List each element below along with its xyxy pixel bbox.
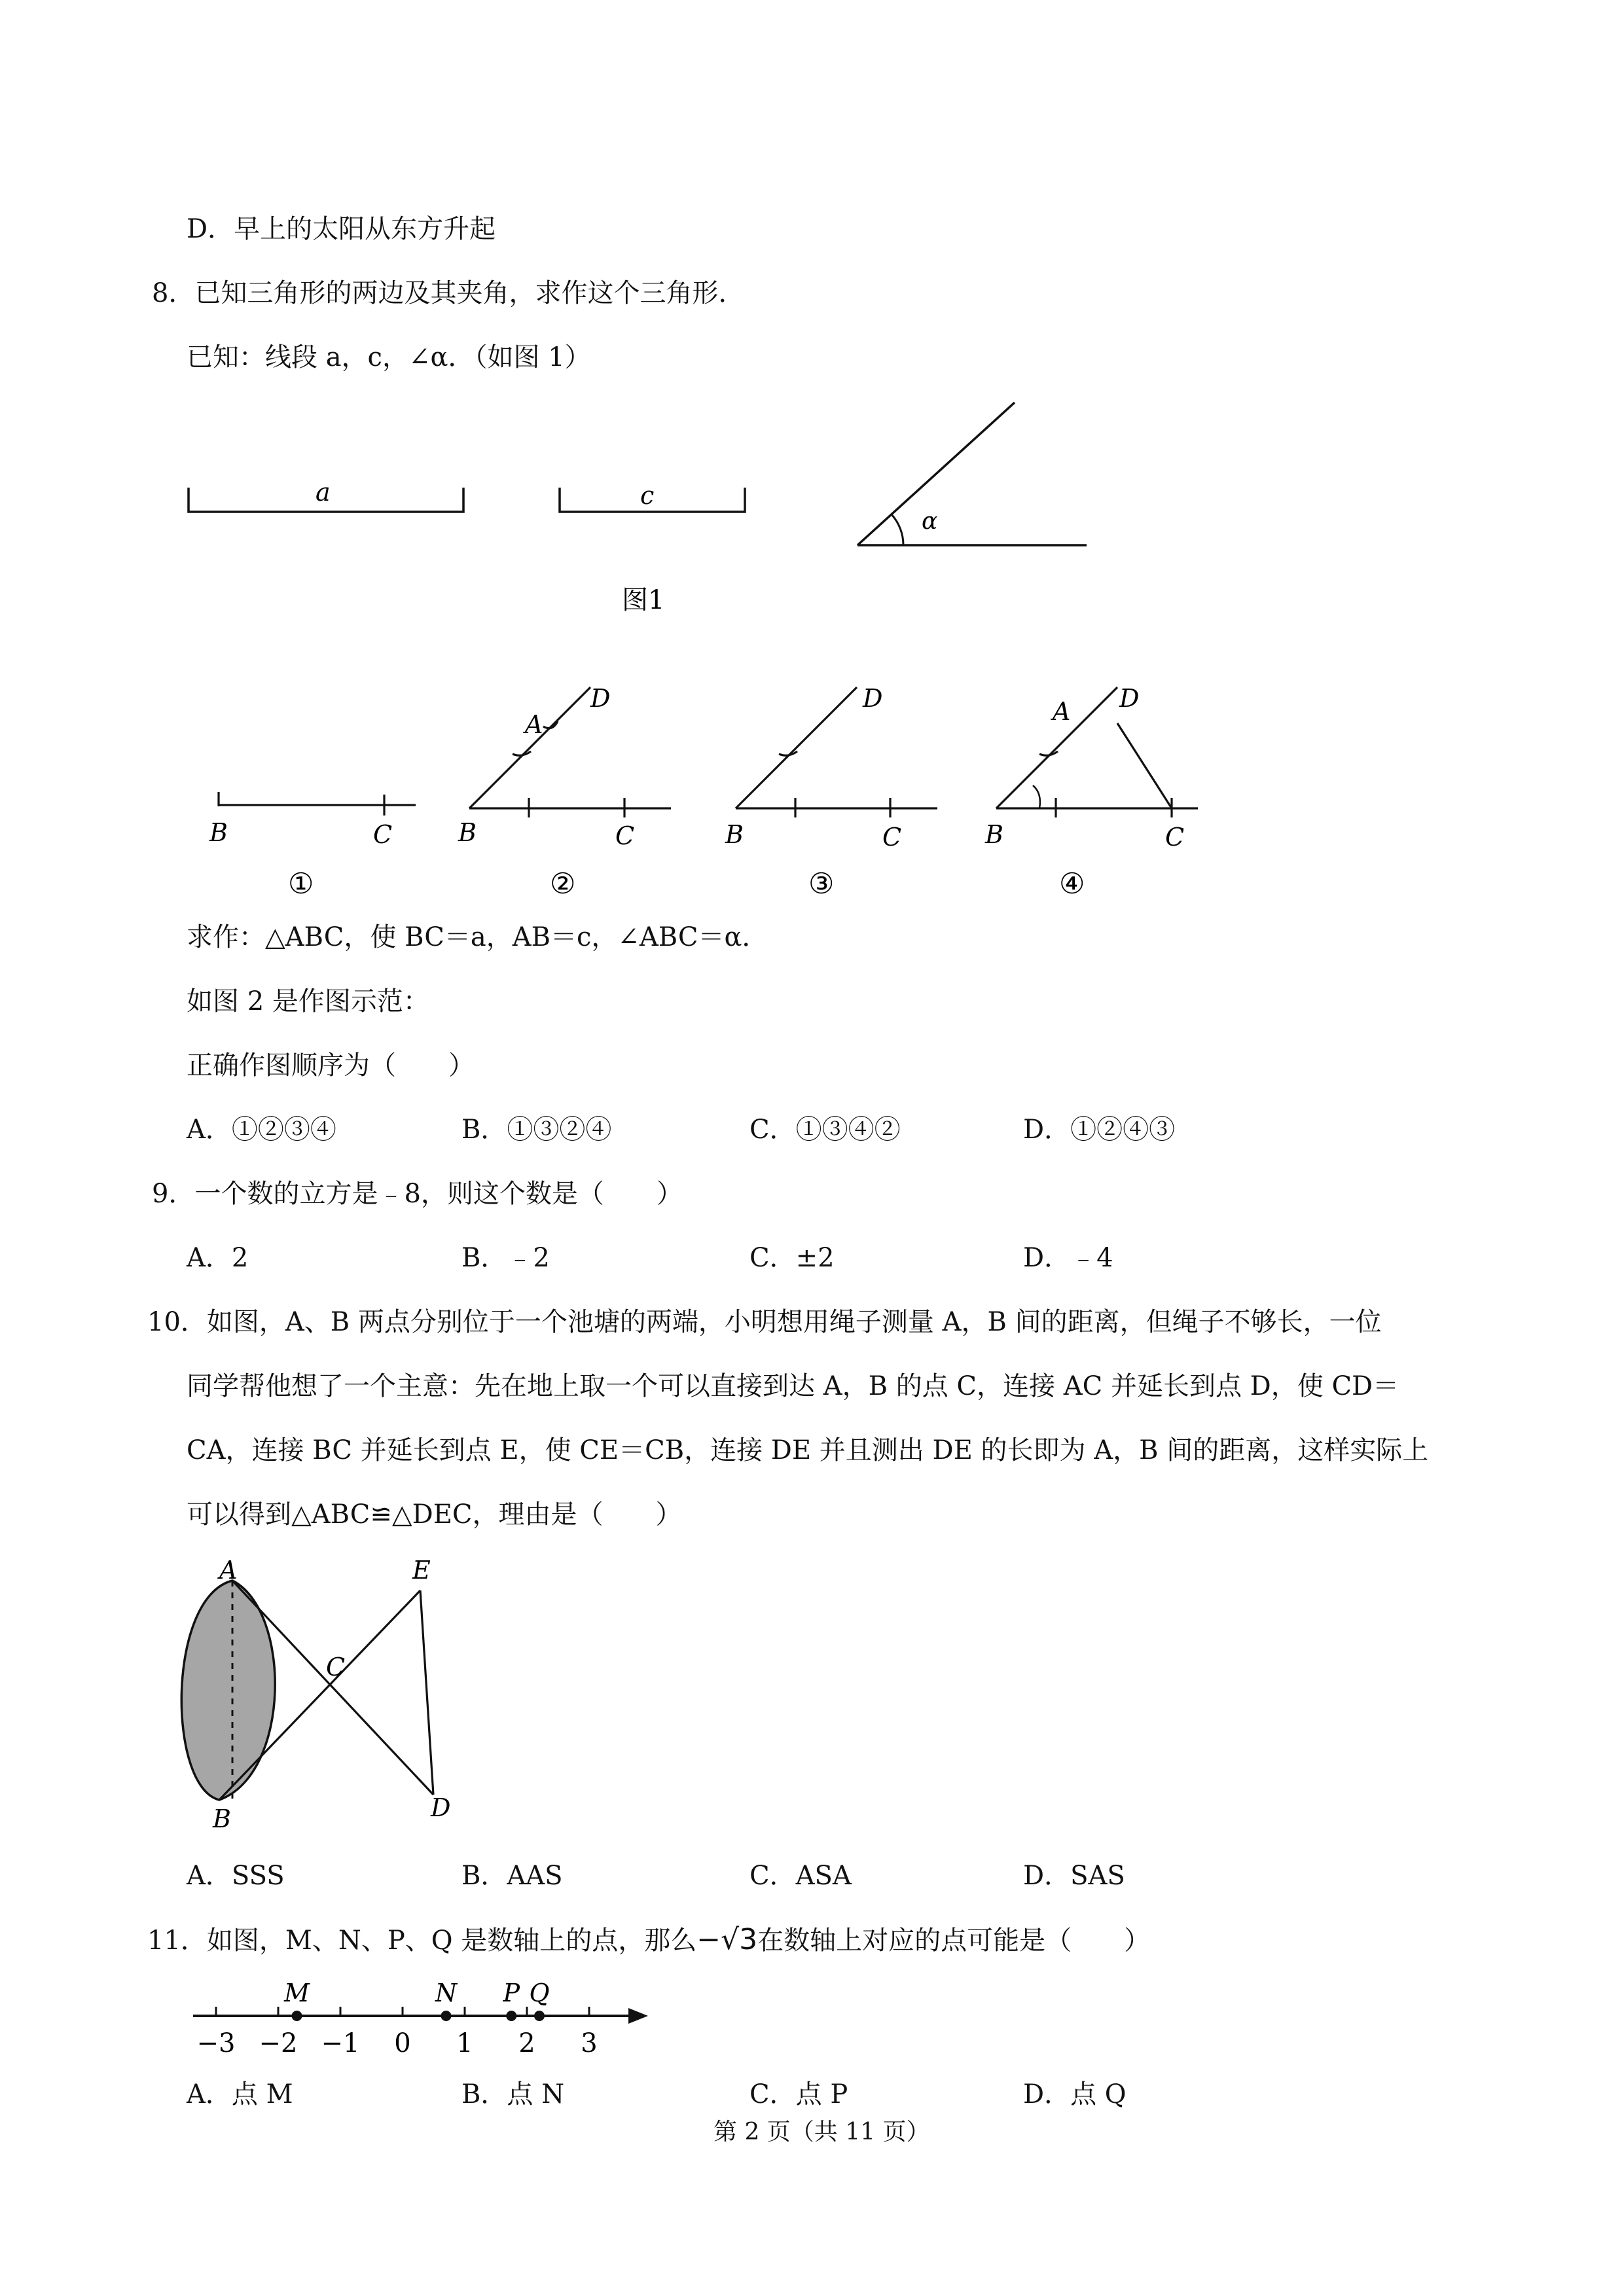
q11-option-a: A．点 M bbox=[187, 2079, 293, 2109]
q10-figure bbox=[177, 1558, 471, 1839]
q9-option-c: C．±2 bbox=[749, 1243, 835, 1273]
axis-tick-label: −1 bbox=[321, 2028, 360, 2058]
q11-stem bbox=[147, 1922, 1150, 1959]
q10-label-c: C bbox=[326, 1653, 346, 1681]
axis-arrow bbox=[628, 2008, 648, 2024]
q10-label-d: D bbox=[431, 1793, 451, 1822]
q10-label-e: E bbox=[412, 1558, 431, 1585]
q8-option-a: A．①②③④ bbox=[187, 1115, 336, 1145]
q7-option-d: D．早上的太阳从东方升起 bbox=[187, 214, 496, 244]
q8-given: 已知：线段 a，c，∠α．（如图 1） bbox=[187, 342, 591, 372]
fig2-step-4: ④ bbox=[1059, 867, 1085, 901]
point-n bbox=[441, 2011, 452, 2021]
fig2-2-label-d: D bbox=[590, 684, 611, 713]
segment-c-label: c bbox=[640, 481, 655, 510]
q9-option-a: A．2 bbox=[187, 1243, 249, 1273]
fig2-3-label-c: C bbox=[882, 823, 902, 852]
fig2-step-3: ③ bbox=[808, 867, 835, 901]
axis-tick-label: 2 bbox=[518, 2028, 535, 2058]
point-label-p: P bbox=[503, 1979, 520, 2007]
q11-option-c: C．点 P bbox=[749, 2079, 848, 2109]
line-e-d bbox=[420, 1590, 433, 1795]
point-label-n: N bbox=[435, 1979, 458, 2007]
q11-option-d: D．点 Q bbox=[1023, 2079, 1127, 2109]
q8-figure-2 bbox=[190, 668, 1224, 903]
q10-label-b: B bbox=[213, 1804, 231, 1833]
segment-a-label: a bbox=[316, 478, 331, 507]
axis-tick-label: 1 bbox=[456, 2028, 473, 2058]
q8-stem: 8．已知三角形的两边及其夹角，求作这个三角形． bbox=[152, 278, 745, 308]
q10-option-d: D．SAS bbox=[1023, 1861, 1125, 1891]
fig2-3-label-b: B bbox=[725, 820, 744, 849]
fig2-3-label-d: D bbox=[863, 684, 883, 713]
q10-line-3: CA，连接 BC 并延长到点 E，使 CE＝CB，连接 DE 并且测出 DE 的长即为 A，B 间的距离，这样实际上 bbox=[187, 1435, 1429, 1465]
fig2-2-label-b: B bbox=[458, 818, 477, 847]
q8-option-b: B．①③②④ bbox=[461, 1115, 612, 1145]
fig2-1-label-b: B bbox=[209, 818, 228, 847]
q10-label-a: A bbox=[219, 1558, 238, 1585]
q10-line-4: 可以得到△ABC≌△DEC，理由是（ ） bbox=[187, 1499, 682, 1530]
point-label-q: Q bbox=[529, 1979, 550, 2007]
q10-option-a: A．SSS bbox=[187, 1861, 285, 1891]
q8-option-c: C．①③④② bbox=[749, 1115, 901, 1145]
q8-demo: 如图 2 是作图示范： bbox=[187, 986, 429, 1016]
q9-option-b: B．﹣2 bbox=[461, 1243, 550, 1273]
pond-shape bbox=[181, 1581, 275, 1800]
fig2-4-label-c: C bbox=[1165, 823, 1185, 852]
q10-option-b: B．AAS bbox=[461, 1861, 563, 1891]
page-footer: 第 2 页（共 11 页） bbox=[713, 2119, 930, 2145]
fig2-4-label-a: A bbox=[1053, 697, 1071, 726]
q10-line-2: 同学帮他想了一个主意：先在地上取一个可以直接到达 A，B 的点 C，连接 AC 并延长到点 D，使 CD＝ bbox=[187, 1371, 1399, 1401]
axis-tick-label: 0 bbox=[394, 2028, 411, 2058]
fig2-2-label-a: A bbox=[525, 710, 543, 739]
q11-stem-math: −√3 bbox=[696, 1923, 758, 1956]
fig2-2-label-c: C bbox=[615, 821, 635, 850]
axis-tick-label: −3 bbox=[196, 2028, 236, 2058]
q9-option-d: D．﹣4 bbox=[1023, 1243, 1113, 1273]
q11-option-b: B．点 N bbox=[461, 2079, 565, 2109]
fig2-4-label-d: D bbox=[1119, 684, 1140, 713]
figure-1-caption: 图1 bbox=[622, 585, 665, 615]
point-label-m: M bbox=[284, 1979, 310, 2007]
q8-option-d: D．①②④③ bbox=[1023, 1115, 1176, 1145]
q8-task: 求作：△ABC，使 BC＝a，AB＝c，∠ABC＝α． bbox=[187, 922, 768, 952]
q11-stem-pre: 11．如图，M、N、P、Q 是数轴上的点，那么 bbox=[147, 1926, 697, 1956]
fig2-1-label-c: C bbox=[373, 820, 393, 849]
point-p bbox=[506, 2011, 516, 2021]
fig2-step-2: ② bbox=[550, 867, 576, 901]
q9-stem: 9．一个数的立方是﹣8，则这个数是（ ） bbox=[152, 1179, 683, 1209]
q10-option-c: C．ASA bbox=[749, 1861, 852, 1891]
q11-number-line bbox=[177, 1970, 674, 2068]
q8-question: 正确作图顺序为（ ） bbox=[187, 1050, 475, 1081]
axis-tick-label: 3 bbox=[581, 2028, 598, 2058]
angle-arc bbox=[892, 514, 903, 545]
point-m bbox=[292, 2011, 302, 2021]
point-q bbox=[534, 2011, 545, 2021]
axis-tick-label: −2 bbox=[259, 2028, 298, 2058]
q8-figure-1 bbox=[177, 393, 1106, 615]
q11-stem-post: 在数轴上对应的点可能是（ ） bbox=[757, 1926, 1151, 1956]
q10-line-1: 10．如图，A、B 两点分别位于一个池塘的两端，小明想用绳子测量 A，B 间的距离，但绳子不够长，一位 bbox=[147, 1307, 1382, 1337]
fig2-4-label-b: B bbox=[985, 820, 1003, 849]
fig2-step-1: ① bbox=[288, 867, 314, 901]
angle-alpha-label: α bbox=[922, 508, 938, 535]
